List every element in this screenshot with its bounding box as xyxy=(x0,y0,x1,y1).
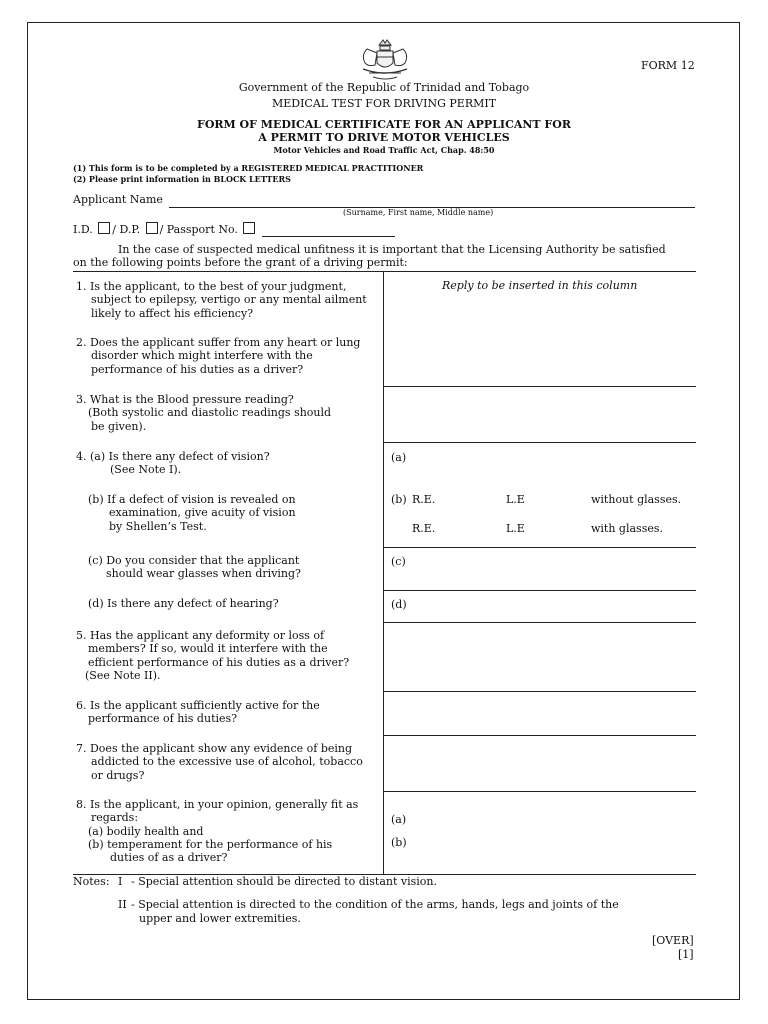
passport-checkbox[interactable] xyxy=(243,222,255,234)
applicant-name-label: Applicant Name xyxy=(73,193,163,206)
reply-column-header: Reply to be inserted in this column xyxy=(442,279,638,292)
note-1-number: I xyxy=(118,875,123,888)
reply-4a-label[interactable]: (a) xyxy=(391,451,407,464)
reply-4b-re-with[interactable]: R.E. xyxy=(412,522,436,535)
table-top-rule xyxy=(73,271,696,272)
over-marker: [OVER] xyxy=(652,934,694,947)
government-title: Government of the Republic of Trinidad and Tobago xyxy=(238,81,530,94)
form-number: FORM 12 xyxy=(641,59,695,72)
question-2: 2. Does the applicant suffer from any heart or lung disorder which might interfere with the performance of his duties as a driver? xyxy=(76,336,361,376)
with-glasses-label: with glasses. xyxy=(591,522,663,535)
id-checkbox[interactable] xyxy=(98,222,110,234)
reply-4c-label[interactable]: (c) xyxy=(391,555,406,568)
id-label: I.D. xyxy=(73,223,93,236)
row-divider xyxy=(383,622,696,623)
certificate-title-line-1: FORM OF MEDICAL CERTIFICATE FOR AN APPLICANT FOR xyxy=(197,118,571,131)
reply-4b-le-with[interactable]: L.E xyxy=(506,522,525,535)
question-6: 6. Is the applicant sufficiently active for the performance of his duties? xyxy=(76,699,320,726)
act-reference: Motor Vehicles and Road Traffic Act, Chap. 48:50 xyxy=(273,145,495,155)
dp-checkbox[interactable] xyxy=(146,222,158,234)
certificate-title-line-2: A PERMIT TO DRIVE MOTOR VEHICLES xyxy=(258,131,510,144)
row-divider xyxy=(383,547,696,548)
note-1-text: - Special attention should be directed to distant vision. xyxy=(131,875,438,888)
without-glasses-label: without glasses. xyxy=(591,493,682,506)
row-divider xyxy=(383,442,696,443)
table-column-divider xyxy=(383,271,384,875)
question-4d: (d) Is there any defect of hearing? xyxy=(88,597,279,610)
notes-label: Notes: xyxy=(73,875,110,888)
id-row xyxy=(73,222,257,236)
test-title: MEDICAL TEST FOR DRIVING PERMIT xyxy=(271,97,497,110)
page-number: [1] xyxy=(678,948,694,961)
note-2-number: II xyxy=(118,898,127,911)
row-divider xyxy=(383,691,696,692)
reply-4b-label: (b) xyxy=(391,493,407,506)
dp-label: / D.P. xyxy=(112,223,141,236)
applicant-name-hint: (Surname, First name, Middle name) xyxy=(343,208,494,217)
row-divider xyxy=(383,590,696,591)
reply-8b-label[interactable]: (b) xyxy=(391,836,407,849)
reply-4d-label[interactable]: (d) xyxy=(391,598,407,611)
row-divider xyxy=(383,735,696,736)
instruction-1: (1) This form is to be completed by a REGISTERED MEDICAL PRACTITIONER xyxy=(73,163,424,173)
document-number-field[interactable] xyxy=(262,236,395,237)
question-7: 7. Does the applicant show any evidence of being addicted to the excessive use of alcohol, tobacco or drugs? xyxy=(76,742,363,782)
question-4c: (c) Do you consider that the applicant should wear glasses when driving? xyxy=(88,554,301,581)
intro-line-2: on the following points before the grant of a driving permit: xyxy=(73,256,408,269)
coat-of-arms-icon xyxy=(355,37,415,83)
intro-line-1: In the case of suspected medical unfitness it is important that the Licensing Authority be satisfied xyxy=(118,243,666,256)
question-3: 3. What is the Blood pressure reading? (Both systolic and diastolic readings should be given). xyxy=(76,393,332,433)
reply-4b-le-without[interactable]: L.E xyxy=(506,493,525,506)
question-4b: (b) If a defect of vision is revealed on examination, give acuity of vision by Shellen’s Test. xyxy=(88,493,296,533)
note-2-text-line-2: upper and lower extremities. xyxy=(139,912,301,925)
question-4a: 4. (a) Is there any defect of vision? (See Note I). xyxy=(76,450,270,477)
reply-8a-label[interactable]: (a) xyxy=(391,813,407,826)
question-8: 8. Is the applicant, in your opinion, generally fit as regards: (a) bodily health and (b) temperament for the performance of his duties of as a driver? xyxy=(76,798,359,865)
reply-4b-re-without[interactable]: R.E. xyxy=(412,493,436,506)
instruction-2: (2) Please print information in BLOCK LETTERS xyxy=(73,174,291,184)
note-2-text-line-1: - Special attention is directed to the condition of the arms, hands, legs and joints of the xyxy=(131,898,619,911)
row-divider xyxy=(383,386,696,387)
question-1: 1. Is the applicant, to the best of your judgment, subject to epilepsy, vertigo or any mental ailment likely to affect his efficiency? xyxy=(76,280,367,320)
row-divider xyxy=(383,791,696,792)
passport-label: / Passport No. xyxy=(159,223,238,236)
question-5: 5. Has the applicant any deformity or loss of members? If so, would it interfere with the efficient performance of his duties as a driver? (See Note II). xyxy=(76,629,350,682)
